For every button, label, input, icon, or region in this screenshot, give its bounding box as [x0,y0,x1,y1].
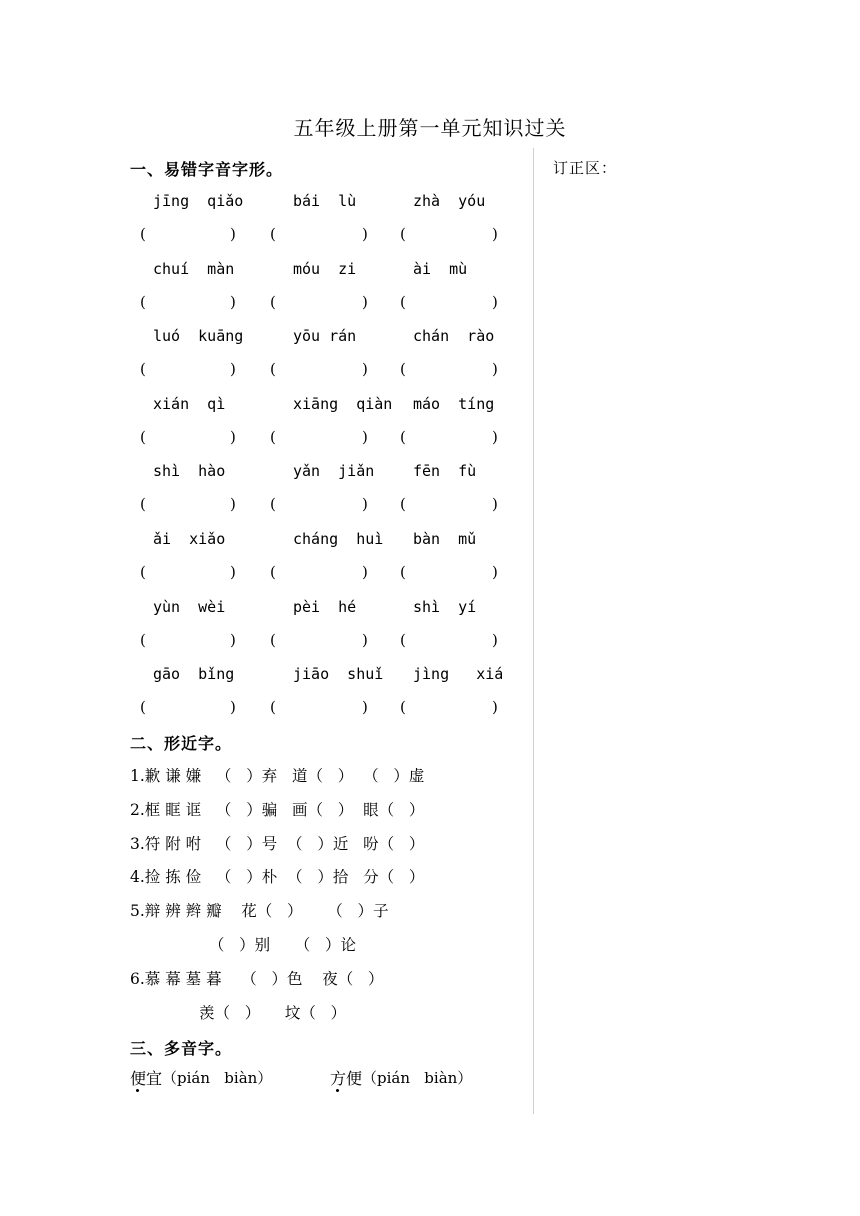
answer-paren-open: ( [400,225,406,243]
answer-paren-open: ( [400,698,406,717]
pinyin-item: shì hào [153,462,226,481]
pinyin-item: yùn wèi [153,597,226,616]
emphasis-dot [136,1089,139,1092]
answer-paren-close: ) [230,698,236,717]
section3-heading: 三、多音字。 [130,1039,233,1058]
answer-paren-close: ) [362,225,368,243]
similar-chars-line: 6.慕 幕 墓 暮 （ ）色 夜（ ） [130,969,384,988]
answer-paren-open: ( [140,563,146,581]
correction-area-label: 订正区： [553,159,618,177]
answer-paren-close: ) [492,225,498,243]
answer-paren-close: ) [362,563,368,581]
answer-paren-close: ) [230,427,236,446]
answer-paren-open: ( [400,360,406,379]
answer-paren-close: ) [492,698,498,717]
answer-paren-close: ) [362,427,368,446]
polyphone-options: （pián biàn） [162,1069,273,1087]
answer-paren-open: ( [400,292,406,311]
similar-chars-line: （ ）别 （ ）论 [130,936,357,954]
pinyin-item: ǎi xiǎo [153,530,226,548]
answer-paren-open: ( [140,495,146,514]
answer-paren-close: ) [362,292,368,311]
answer-paren-close: ) [230,630,236,649]
answer-paren-close: ) [362,630,368,649]
answer-paren-open: ( [140,360,146,379]
polyphone-word: 方便 [330,1069,363,1088]
pinyin-item: jìng xiá [413,665,504,684]
polyphone-word: 便宜 [130,1069,163,1088]
answer-paren-close: ) [492,563,498,581]
similar-chars-line: 3.符 附 咐 （ ）号 （ ）近 吩（ ） [130,834,425,853]
pinyin-item: shì yí [413,597,477,616]
answer-paren-open: ( [140,630,146,649]
pinyin-item: cháng huì [293,530,384,548]
similar-chars-line: 1.歉 谦 嫌 （ ）弃 道（ ） （ ）虚 [130,767,425,785]
answer-paren-close: ) [492,292,498,311]
answer-paren-close: ) [492,495,498,514]
page-title: 五年级上册第一单元知识过关 [293,116,567,140]
answer-paren-open: ( [400,427,406,446]
pinyin-item: pèi hé [293,597,357,616]
column-divider [533,148,534,1114]
answer-paren-close: ) [492,360,498,379]
answer-paren-close: ) [230,563,236,581]
answer-paren-close: ) [230,360,236,379]
answer-paren-close: ) [492,630,498,649]
answer-paren-close: ) [230,225,236,243]
answer-paren-open: ( [270,698,276,717]
pinyin-item: móu zi [293,259,357,278]
pinyin-item: fēn fù [413,462,477,481]
similar-chars-line: 2.框 眶 诓 （ ）骗 画（ ） 眼（ ） [130,800,425,819]
similar-chars-line: 5.辩 辨 辫 瓣 花（ ） （ ）子 [130,902,389,921]
pinyin-item: xiāng qiàn [293,394,393,413]
answer-paren-open: ( [140,698,146,717]
similar-chars-line: 羡（ ） 坟（ ） [130,1003,347,1022]
answer-paren-open: ( [140,292,146,311]
answer-paren-open: ( [270,427,276,446]
pinyin-item: chuí màn [153,259,235,278]
pinyin-item: gāo bǐng [153,665,235,684]
pinyin-item: jīng qiǎo [153,192,244,210]
emphasis-dot [336,1089,339,1092]
pinyin-item: máo tíng [413,394,495,413]
section2-heading: 二、形近字。 [130,734,233,753]
answer-paren-open: ( [400,630,406,649]
pinyin-item: bái lù [293,192,357,210]
pinyin-item: bàn mǔ [413,530,477,548]
pinyin-item: luó kuāng [153,327,244,346]
pinyin-item: chán rào [413,327,495,346]
answer-paren-close: ) [362,495,368,514]
polyphone-options: （pián biàn） [362,1069,473,1087]
similar-chars-line: 4.捡 拣 俭 （ ）朴 （ ）拾 分（ ） [130,868,425,887]
answer-paren-close: ) [492,427,498,446]
answer-paren-open: ( [270,225,276,243]
answer-paren-close: ) [230,292,236,311]
answer-paren-open: ( [270,563,276,581]
section1-heading: 一、易错字音字形。 [130,160,284,179]
answer-paren-open: ( [140,225,146,243]
answer-paren-open: ( [140,427,146,446]
answer-paren-close: ) [230,495,236,514]
answer-paren-open: ( [270,495,276,514]
answer-paren-close: ) [362,360,368,379]
answer-paren-open: ( [400,563,406,581]
pinyin-item: jiāo shuǐ [293,665,384,684]
answer-paren-close: ) [362,698,368,717]
answer-paren-open: ( [270,630,276,649]
pinyin-item: yǎn jiǎn [293,462,375,481]
pinyin-item: ài mù [413,259,468,278]
answer-paren-open: ( [270,292,276,311]
pinyin-item: zhà yóu [413,192,486,210]
pinyin-item: yōu rán [293,327,357,346]
answer-paren-open: ( [400,495,406,514]
answer-paren-open: ( [270,360,276,379]
pinyin-item: xián qì [153,394,226,413]
